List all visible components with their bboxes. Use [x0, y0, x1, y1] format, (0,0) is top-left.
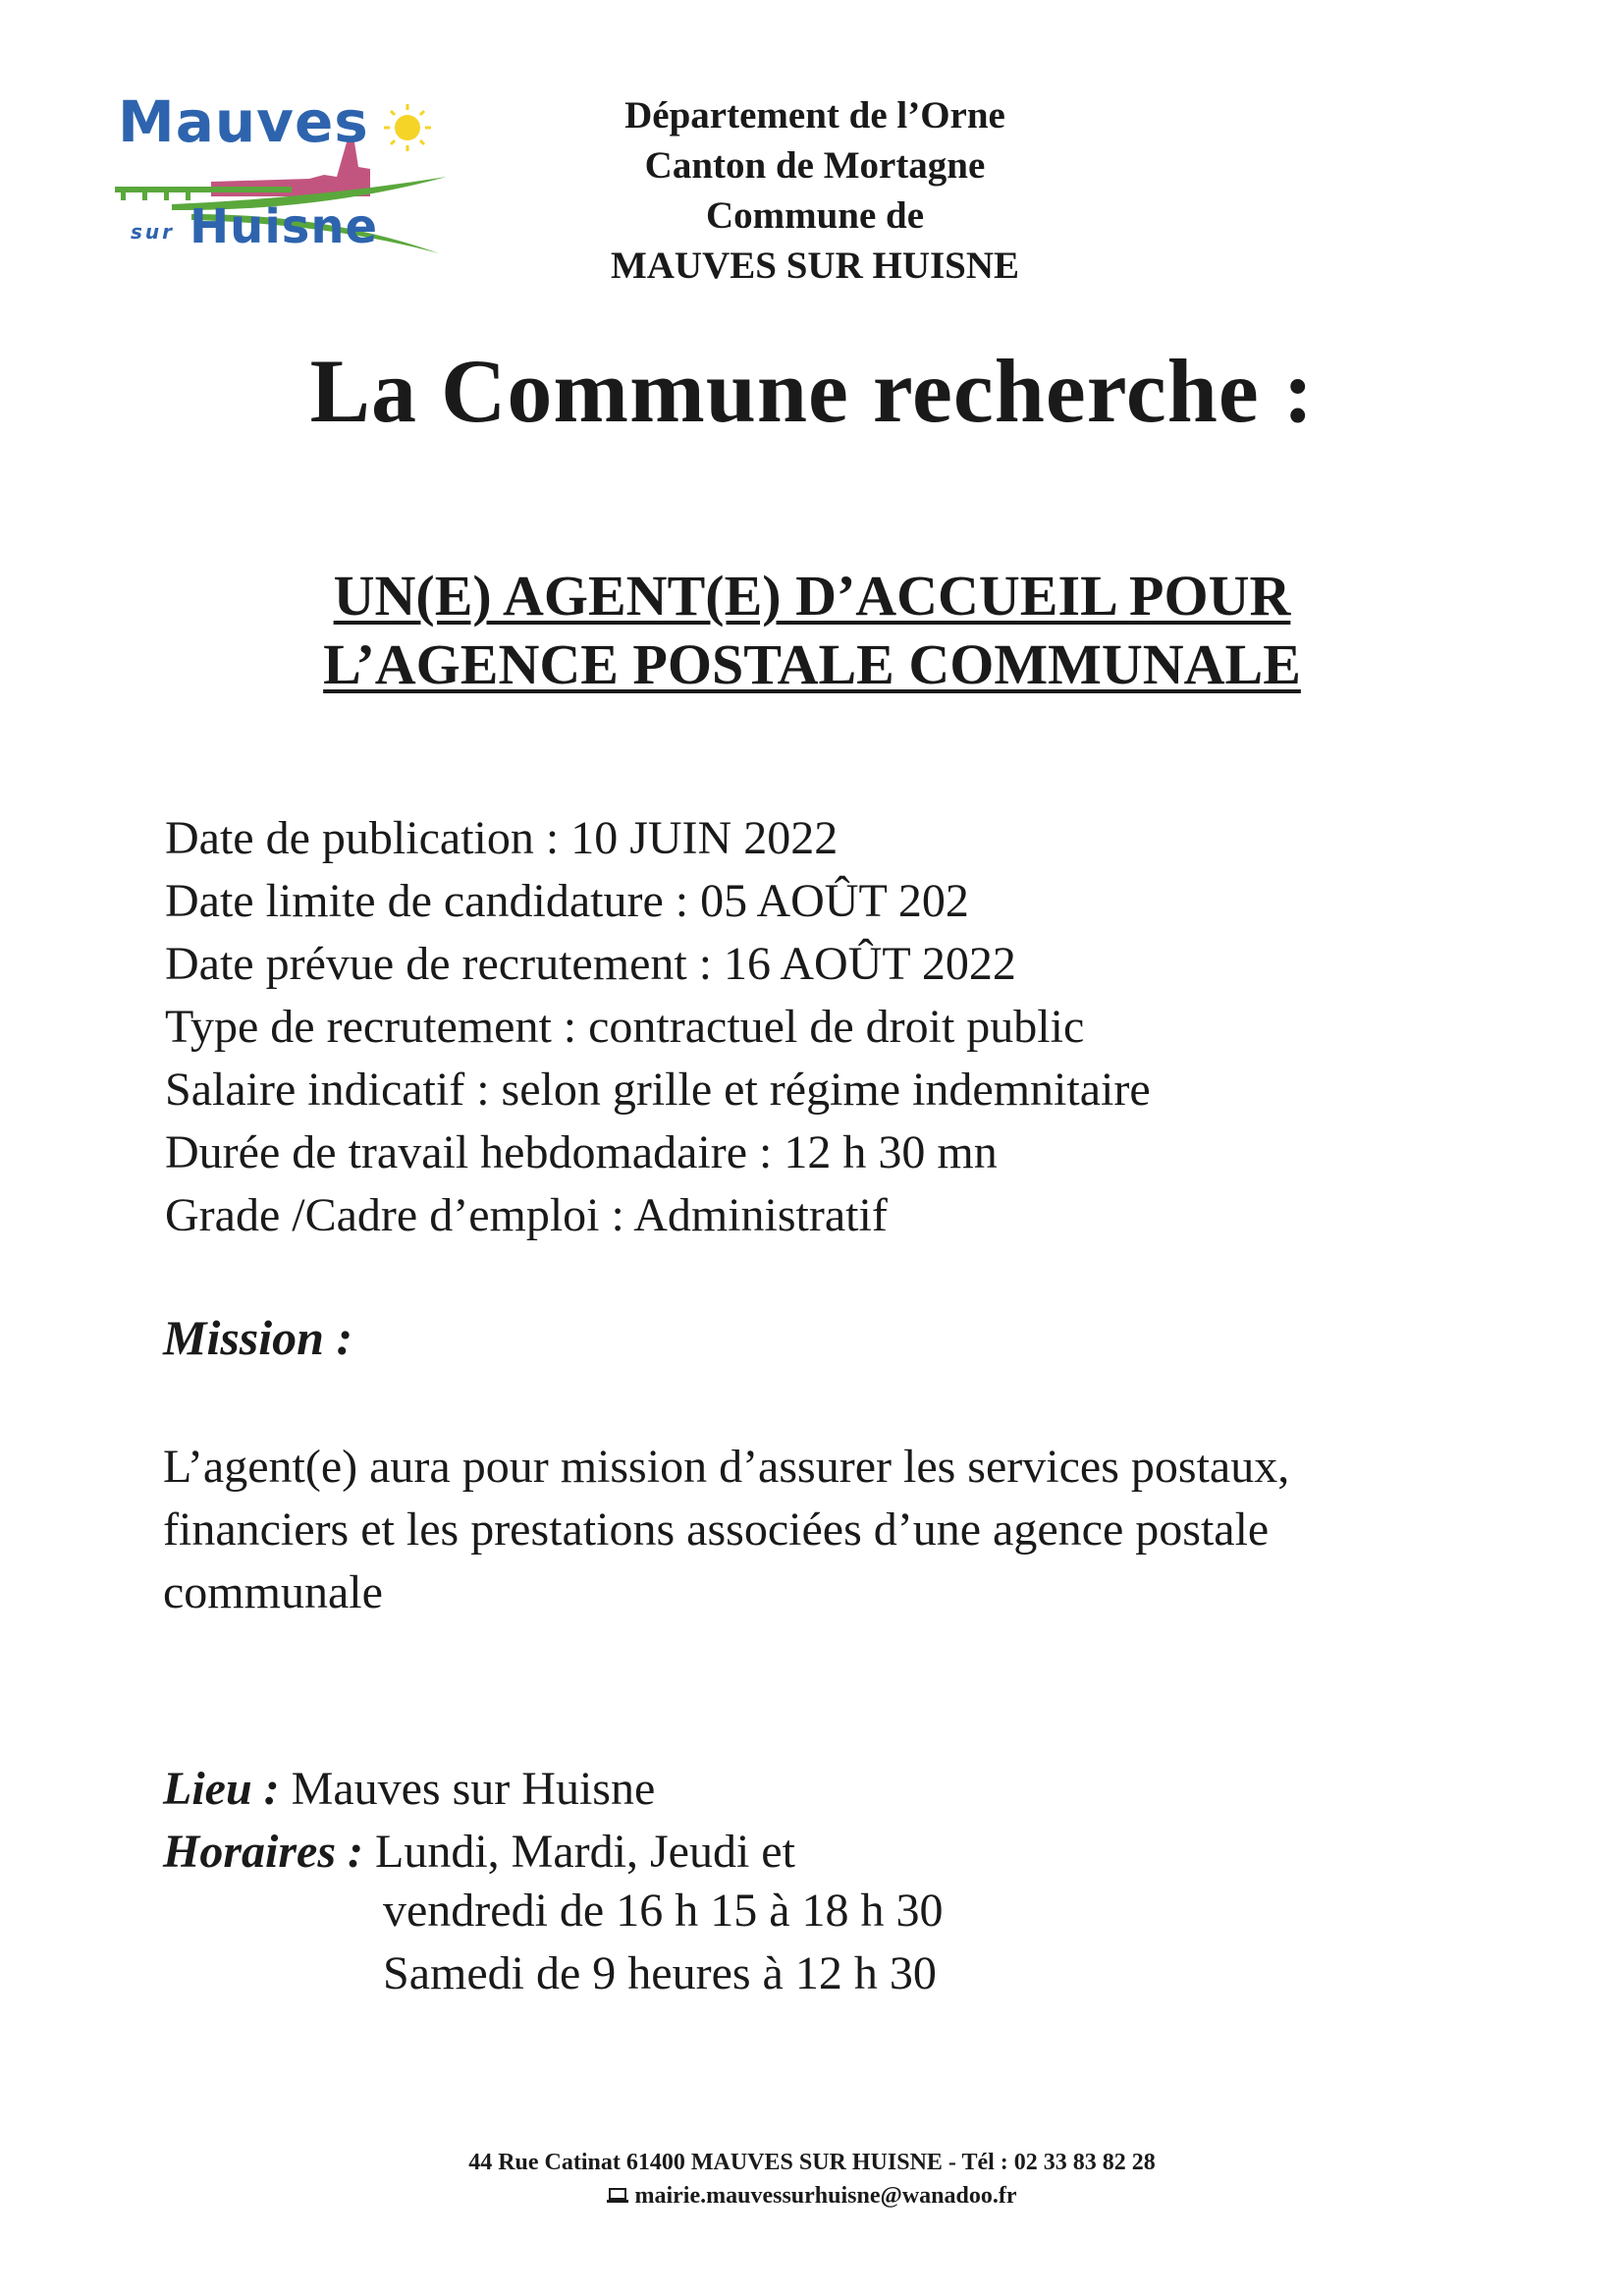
detail-salary: Salaire indicatif : selon grille et régime indemnitaire [165, 1064, 1151, 1116]
location-value: Mauves sur Huisne [291, 1763, 656, 1815]
header-line: Canton de Mortagne [644, 144, 986, 187]
mission-heading: Mission : [163, 1310, 353, 1365]
job-title [0, 562, 1624, 699]
footer-address: 44 Rue Catinat 61400 MAUVES SUR HUISNE - Tél : 02 33 83 82 28 [468, 2150, 1156, 2175]
schedule-label: Horaires : [163, 1826, 363, 1878]
schedule-line: Lundi, Mardi, Jeudi et [375, 1826, 795, 1878]
mission-line: L’agent(e) aura pour mission d’assurer les services postaux, [163, 1441, 1290, 1493]
schedule-line: Samedi de 9 heures à 12 h 30 [383, 1947, 937, 1999]
location-label: Lieu : [163, 1763, 280, 1815]
mission-line: financiers et les prestations associées d’une agence postale [163, 1503, 1270, 1556]
footer [0, 2146, 1624, 2213]
letterhead [530, 90, 1100, 291]
header-line: Commune de [705, 194, 925, 237]
logo-text-mauves: Mauves [118, 88, 369, 155]
page-title: La Commune recherche : [309, 341, 1315, 441]
detail-recruitment-type: Type de recrutement : contractuel de droit public [165, 1001, 1085, 1053]
job-details [165, 807, 1151, 1247]
detail-working-hours: Durée de travail hebdomadaire : 12 h 30 mn [165, 1126, 998, 1178]
footer-email[interactable]: mairie.mauvessurhuisne@wanadoo.fr [634, 2183, 1017, 2209]
mission-description [163, 1436, 1538, 1624]
header-line: MAUVES SUR HUISNE [610, 245, 1020, 287]
detail-grade: Grade /Cadre d’emploi : Administratif [165, 1189, 888, 1241]
job-title-line: UN(E) AGENT(E) D’ACCUEIL POUR [333, 564, 1291, 628]
logo-text-huisne: Huisne [189, 199, 379, 254]
detail-application-deadline: Date limite de candidature : 05 AOÛT 202 [165, 875, 969, 927]
logo-text-sur: sur [131, 220, 176, 244]
computer-icon [607, 2188, 628, 2204]
commune-logo [113, 88, 457, 265]
job-title-line: L’AGENCE POSTALE COMMUNALE [323, 632, 1301, 696]
detail-publication-date: Date de publication : 10 JUIN 2022 [165, 812, 839, 864]
sun-icon [384, 104, 431, 151]
schedule [163, 1821, 795, 1884]
detail-recruitment-date: Date prévue de recrutement : 16 AOÛT 2022 [165, 938, 1016, 990]
mission-line: communale [163, 1566, 383, 1618]
location [163, 1758, 655, 1821]
header-line: Département de l’Orne [624, 94, 1005, 137]
schedule-line: vendredi de 16 h 15 à 18 h 30 [383, 1885, 944, 1937]
